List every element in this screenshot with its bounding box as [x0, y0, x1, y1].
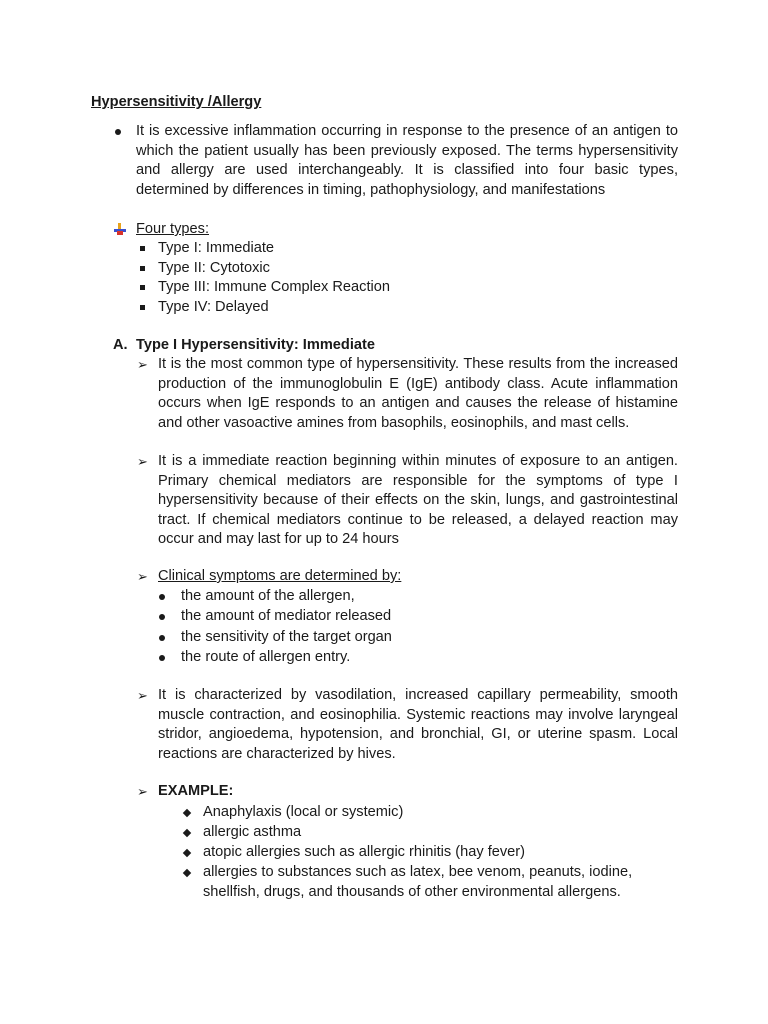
example-heading: EXAMPLE: — [158, 783, 234, 799]
list-item: the sensitivity of the target organ — [159, 628, 579, 648]
section-a-paragraph-3: It is characterized by vasodilation, increased capillary permeability, smooth muscle contraction, and eosinophilia. Systemic reactions may involve laryngeal stridor, angioedema, hypotension, and bronchial, GI, or uterine spasm. Local reactions are characterized by hives. — [158, 687, 678, 762]
section-marker: A. — [113, 337, 128, 353]
diamond-bullet-icon — [183, 829, 191, 837]
bullet-dot-icon — [159, 635, 165, 641]
list-item: Type IV: Delayed — [140, 298, 540, 318]
bullet-dot-icon — [159, 655, 165, 661]
list-item: the amount of mediator released — [159, 607, 579, 627]
intro-paragraph: It is excessive inflammation occurring in response to the presence of an antigen to which the patient usually has been previously exposed. The terms hypersensitivity and allergy are used interchangeably. It is classified into four basic types, determined by differences in timing, pathophysiology, and manifestations — [136, 123, 678, 198]
list-item: allergic asthma — [184, 823, 684, 843]
list-item: atopic allergies such as allergic rhinitis (hay fever) — [184, 843, 684, 863]
bullet-dot-icon — [159, 614, 165, 620]
symptoms-heading: Clinical symptoms are determined by: — [158, 568, 402, 584]
arrow-bullet-icon: ➢ — [137, 454, 148, 469]
list-item: Type III: Immune Complex Reaction — [140, 278, 540, 298]
diamond-bullet-icon — [183, 849, 191, 857]
arrow-bullet-icon: ➢ — [137, 569, 148, 584]
square-bullet-icon — [140, 285, 145, 290]
bullet-dot-icon — [115, 129, 121, 135]
diamond-bullet-icon — [183, 809, 191, 817]
list-item: allergies to substances such as latex, bee venom, peanuts, iodine, shellfish, drugs, and thousands of other environmental allergens. — [184, 863, 684, 903]
section-heading: Type I Hypersensitivity: Immediate — [136, 337, 375, 353]
pointer-hand-icon — [113, 222, 127, 236]
section-a-paragraph-1: It is the most common type of hypersensitivity. These results from the increased production of the immunoglobulin E (IgE) antibody class. Acute inflammation occurs when IgE responds to an antigen and causes the release of histamine and other vasoactive amines from basophils, eosinophils, and mast cells. — [158, 356, 678, 431]
list-item: Type I: Immediate — [140, 239, 540, 259]
section-a-paragraph-2: It is a immediate reaction beginning within minutes of exposure to an antigen. Primary chemical mediators are responsible for the symptoms of type I hypersensitivity because of their effects on the skin, lungs, and gastrointestinal tract. If chemical mediators continue to be released, a delayed reaction may occur and may last for up to 24 hours — [158, 453, 678, 547]
bullet-dot-icon — [159, 594, 165, 600]
four-types-heading: Four types: — [136, 221, 209, 237]
square-bullet-icon — [140, 305, 145, 310]
arrow-bullet-icon: ➢ — [137, 357, 148, 372]
examples-list — [184, 803, 684, 903]
square-bullet-icon — [140, 246, 145, 251]
arrow-bullet-icon: ➢ — [137, 688, 148, 703]
four-types-list — [140, 239, 540, 317]
symptoms-list — [159, 587, 579, 668]
diamond-bullet-icon — [183, 869, 191, 877]
square-bullet-icon — [140, 266, 145, 271]
list-item: Type II: Cytotoxic — [140, 259, 540, 279]
list-item: Anaphylaxis (local or systemic) — [184, 803, 684, 823]
list-item: the amount of the allergen, — [159, 587, 579, 607]
arrow-bullet-icon: ➢ — [137, 784, 148, 799]
list-item: the route of allergen entry. — [159, 648, 579, 668]
page-title: Hypersensitivity /Allergy — [91, 94, 262, 110]
